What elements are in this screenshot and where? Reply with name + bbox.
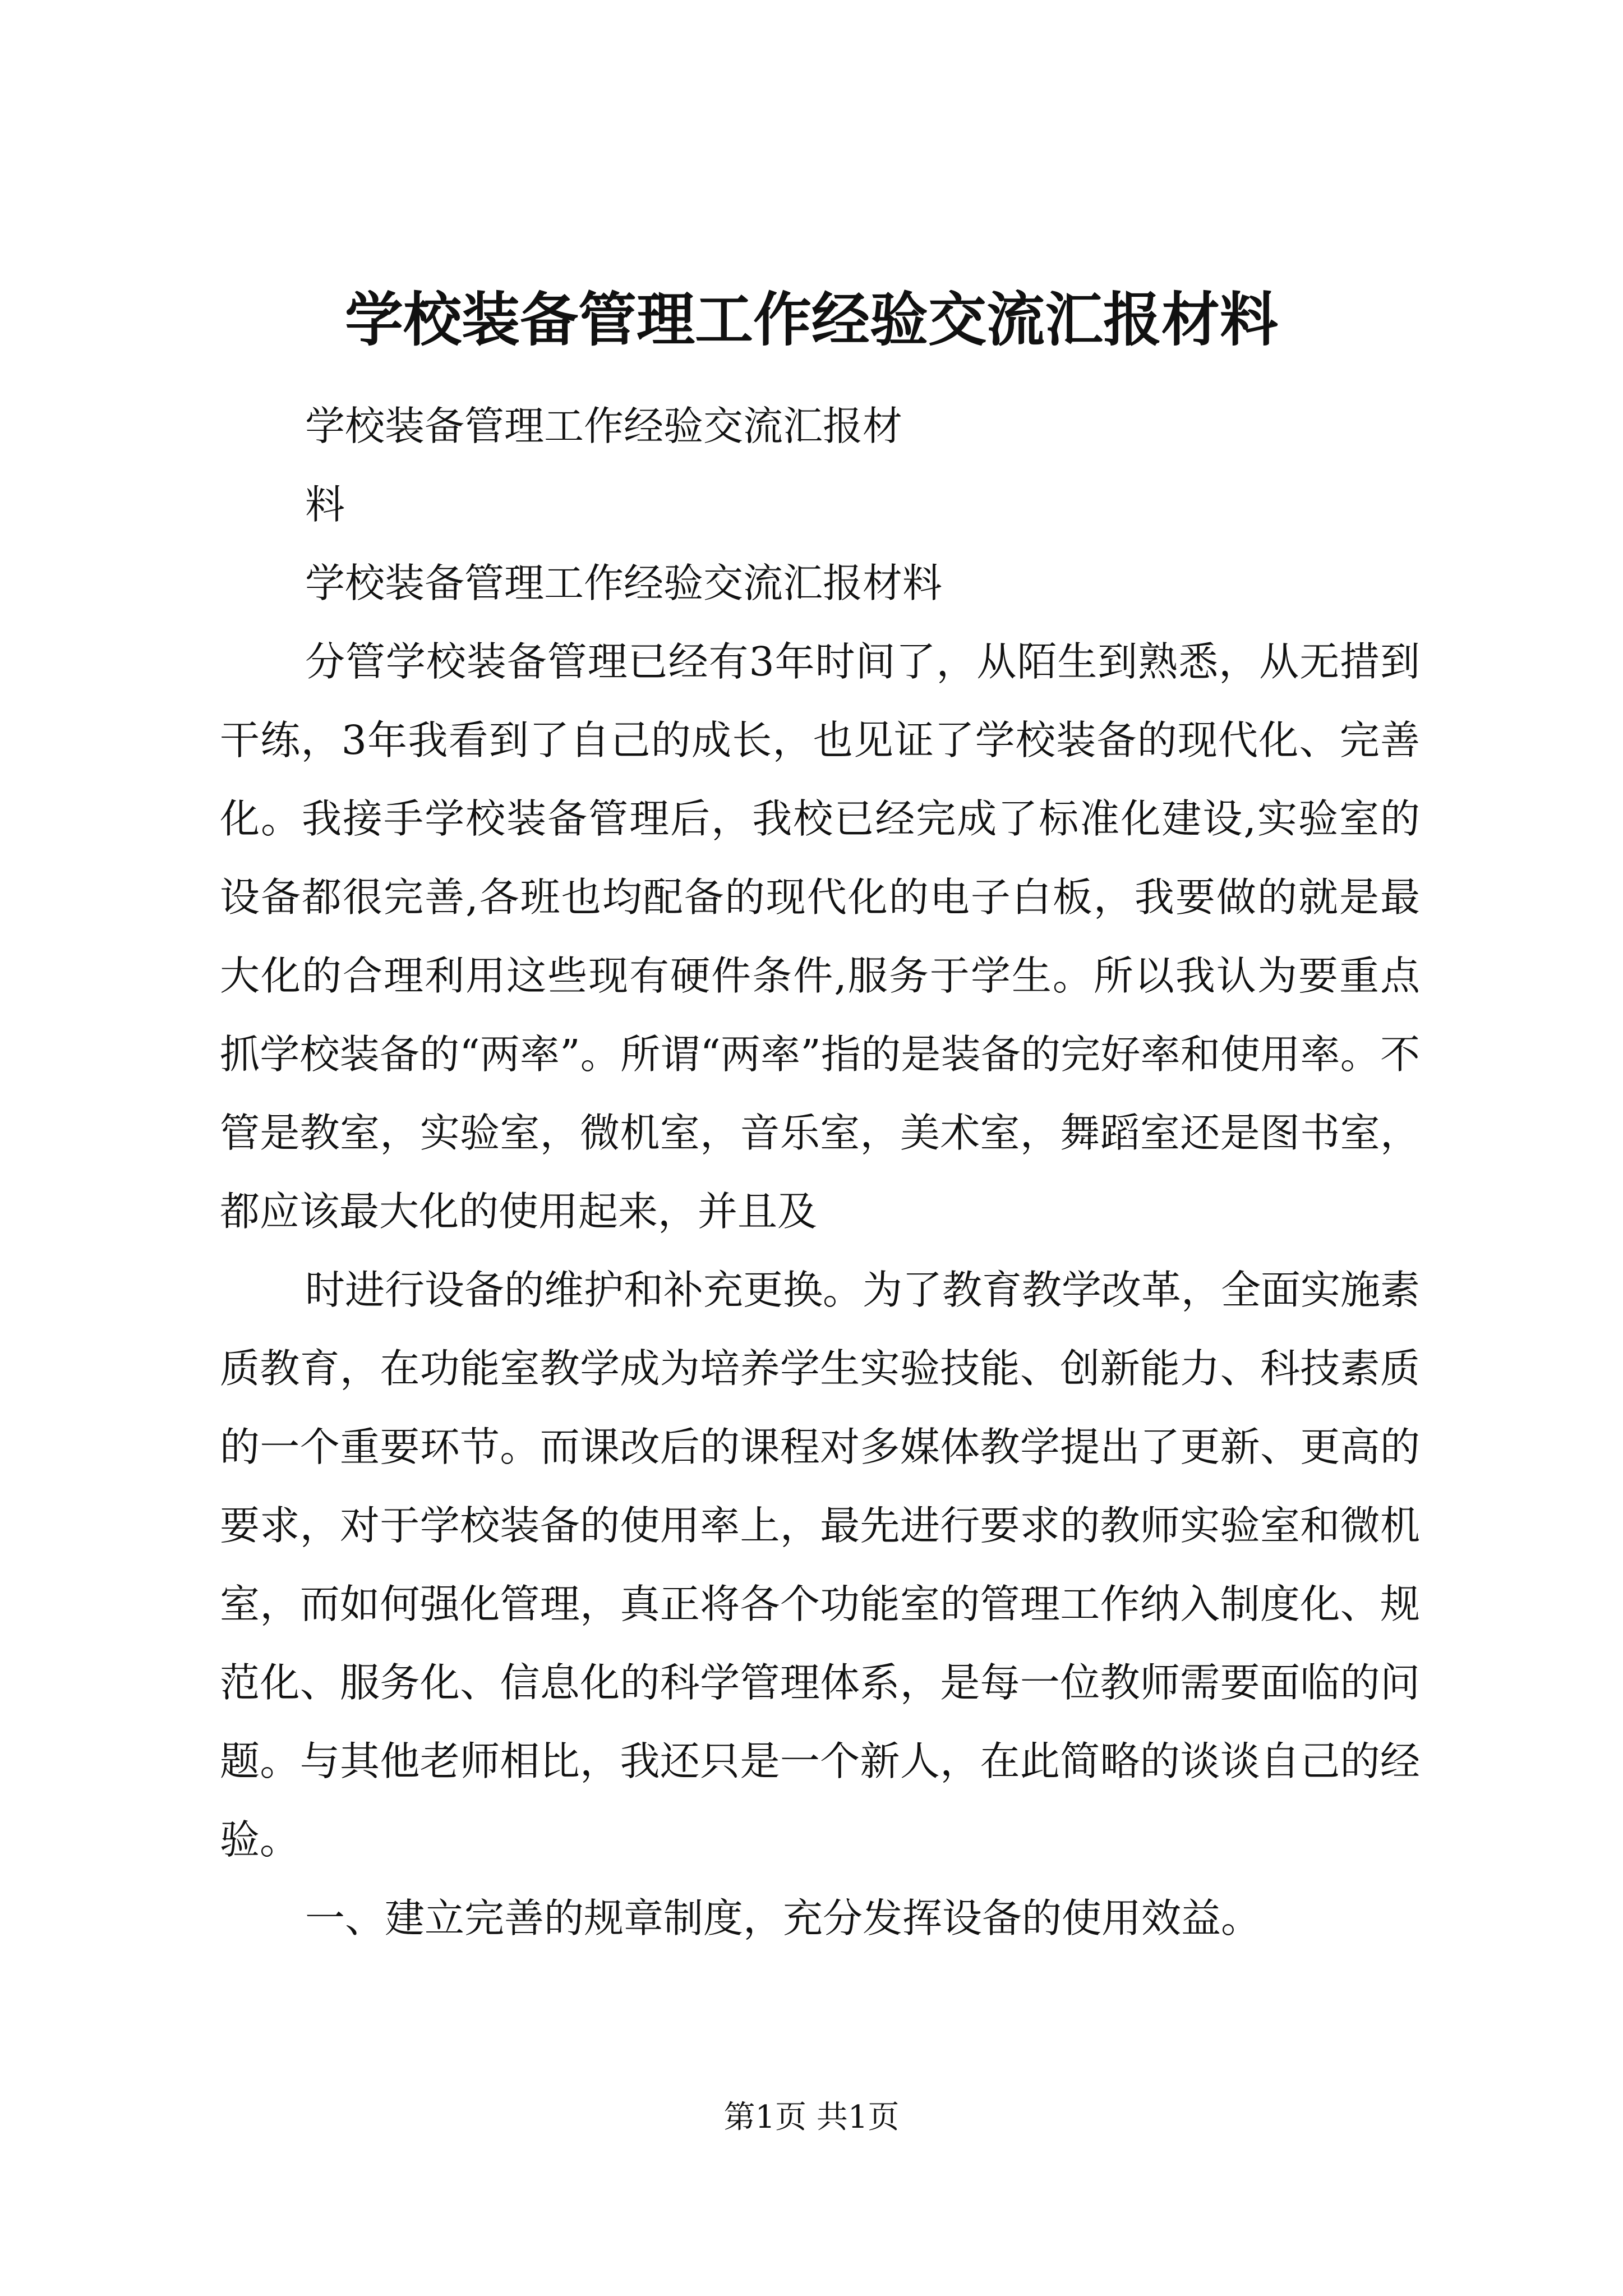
paragraph: 分管学校装备管理已经有3年时间了，从陌生到熟悉，从无措到干练，3年我看到了自己的成长，也见证了学校装备的现代化、完善化。我接手学校装备管理后，我校已经完成了标准化建设,实验室的设备都很完善,各班也均配备的现代化的电子白板，我要做的就是最大化的合理利用这些现有硬件条件,服务于学生。所以我认为要重点抓学校装备的“两率”。所谓“两率”指的是装备的完好率和使用率。不管是教室，实验室，微机室，音乐室，美术室，舞蹈室还是图书室，都应该最大化的使用起来，并且及 — [220, 638, 1420, 1235]
document-body — [220, 387, 1420, 1958]
paragraph: 时进行设备的维护和补充更换。为了教育教学改革，全面实施素质教育，在功能室教学成为培养学生实验技能、创新能力、科技素质的一个重要环节。而课改后的课程对多媒体教学提出了更新、更高的要求，对于学校装备的使用率上，最先进行要求的教师实验室和微机室，而如何强化管理，真正将各个功能室的管理工作纳入制度化、规范化、服务化、信息化的科学管理体系，是每一位教师需要面临的问题。与其他老师相比，我还只是一个新人，在此简略的谈谈自己的经验。 — [220, 1267, 1421, 1863]
page-footer: 第1页 共1页 — [723, 2099, 900, 2136]
subtitle-full: 学校装备管理工作经验交流汇报材料 — [305, 560, 943, 606]
subtitle-line-1: 学校装备管理工作经验交流汇报材 — [305, 403, 903, 449]
section-heading: 一、建立完善的规章制度，充分发挥设备的使用效益。 — [305, 1895, 1261, 1941]
document-title: 学校装备管理工作经验交流汇报材料 — [344, 285, 1278, 354]
subtitle-line-2: 料 — [305, 481, 345, 528]
